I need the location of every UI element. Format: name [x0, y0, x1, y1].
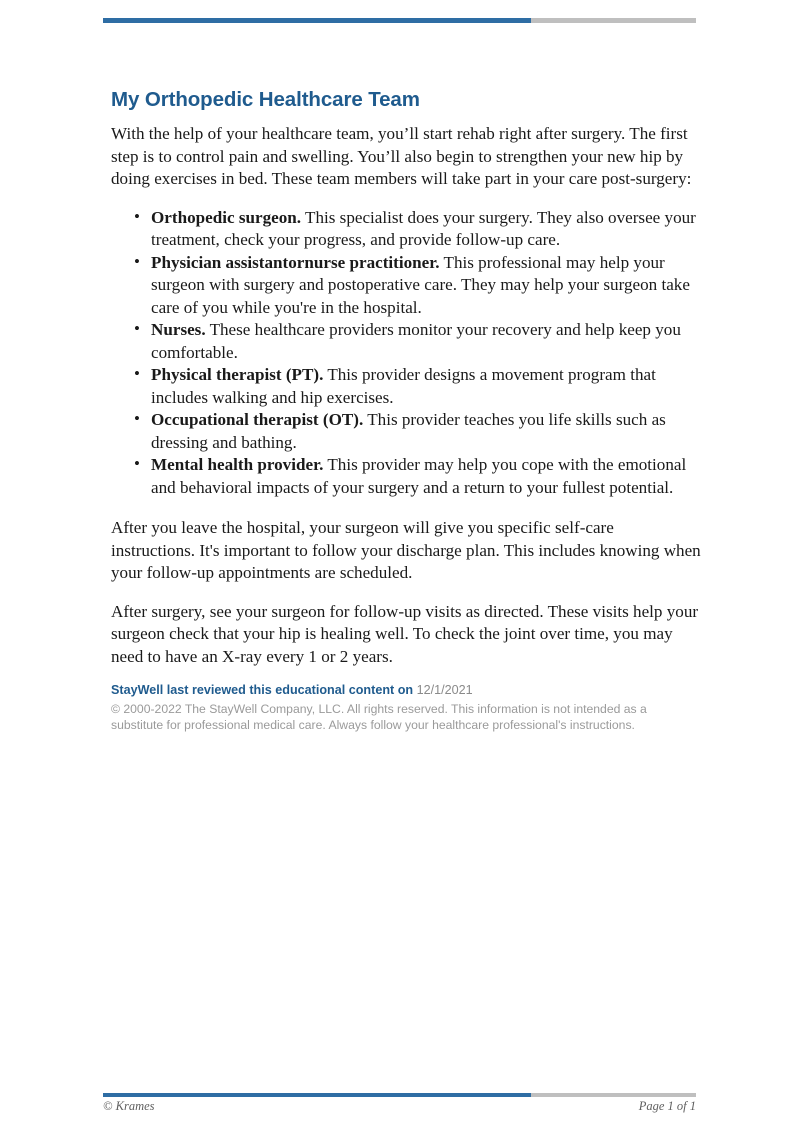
page-footer: [103, 1099, 696, 1114]
list-item: [151, 207, 701, 252]
footer-attribution: © Krames: [103, 1099, 155, 1113]
list-item-term: Physical therapist (PT).: [151, 365, 324, 384]
list-item-term: Orthopedic surgeon.: [151, 207, 302, 227]
list-item: [151, 319, 701, 364]
footer-rule: [103, 1093, 696, 1097]
list-item-description: This provider teaches you life skills such as dressing and bathing.: [151, 410, 666, 452]
list-item: [151, 454, 701, 499]
header-rule: [103, 18, 696, 23]
list-item: [151, 252, 701, 320]
intro-paragraph: With the help of your healthcare team, you’ll start rehab right after surgery. The first step is to control pain and swelling. You’ll also begin to strengthen your new hip by doing exercises in bed. These team members will take part in your care post-surgery:: [111, 124, 692, 188]
paragraph-discharge: After you leave the hospital, your surgeon will give you specific self-care instructions. It's important to follow your discharge plan. This includes knowing when your follow-up appointments are scheduled.: [111, 518, 701, 582]
team-member-list: [111, 207, 701, 500]
review-date: 12/1/2021: [416, 683, 473, 697]
document-content: [111, 88, 701, 733]
header-rule-gray-segment: [531, 18, 696, 23]
paragraph-followup: After surgery, see your surgeon for follow-up visits as directed. These visits help your surgeon check that your hip is healing well. To check the joint over time, you may need to have an X-ray every 1 or 2 years.: [111, 601, 699, 666]
list-item: [151, 364, 701, 409]
list-item-term: Physician assistantornurse practitioner.: [151, 252, 440, 272]
page-title: My Orthopedic Healthcare Team: [111, 88, 420, 111]
list-item-term: Nurses.: [151, 320, 206, 339]
list-item-term: Occupational therapist (OT).: [151, 410, 364, 429]
review-label: StayWell last reviewed this educational content on: [111, 683, 414, 697]
list-item-description: This specialist does your surgery. They also oversee your treatment, check your progress, and provide follow-up care.: [151, 207, 696, 249]
list-item-term: Mental health provider.: [151, 455, 324, 474]
list-item-description: These healthcare providers monitor your recovery and help keep you comfortable.: [151, 320, 681, 362]
list-item-description: This provider may help you cope with the emotional and behavioral impacts of your surgery and a return to your fullest potential.: [151, 455, 687, 497]
footer-page-number: Page 1 of 1: [638, 1099, 696, 1113]
footer-rule-gray-segment: [531, 1093, 696, 1097]
copyright-notice: © 2000-2022 The StayWell Company, LLC. All rights reserved. This information is not intended as a substitute for professional medical care. Always follow your healthcare professional's instructions.: [111, 702, 647, 732]
list-item-description: This provider designs a movement program that includes walking and hip exercises.: [151, 365, 656, 407]
list-item: [151, 409, 701, 454]
list-item-description: This professional may help your surgeon with surgery and postoperative care. They may help your surgeon take care of you while you're in the hospital.: [151, 252, 690, 317]
review-line: [111, 682, 701, 698]
footer-rule-blue-segment: [103, 1093, 531, 1097]
header-rule-blue-segment: [103, 18, 531, 23]
closing-paragraphs: [111, 517, 701, 668]
